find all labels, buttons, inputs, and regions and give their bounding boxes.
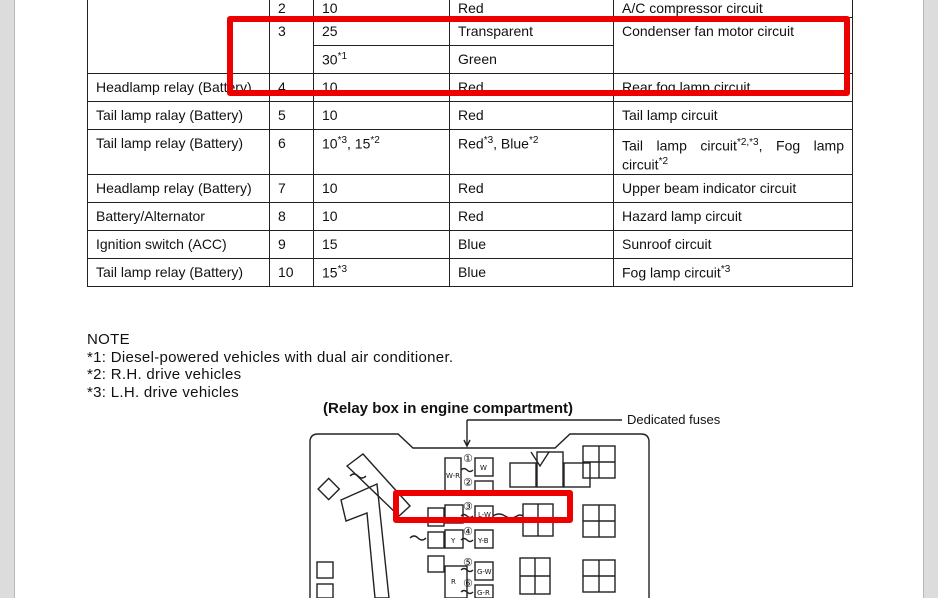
dedicated-fuses-label: Dedicated fuses xyxy=(627,412,721,427)
table-row xyxy=(88,0,853,18)
wire-color-label: R xyxy=(451,578,456,586)
table-row xyxy=(88,231,853,259)
color-cell: Red$^{*3}$, Blue$^{*2}$ xyxy=(450,130,614,175)
amperage-cell: 10 xyxy=(314,102,450,130)
table-row xyxy=(88,259,853,287)
fuse-number-label: ⑤ xyxy=(463,556,473,569)
circuit-cell: Rear fog lamp circuit xyxy=(614,74,853,102)
source-cell: Ignition switch (ACC) xyxy=(88,231,270,259)
wire-color-label: L-W xyxy=(478,511,491,519)
fuse-number-cell: 4 xyxy=(270,74,314,102)
amperage-cell: 10 xyxy=(314,0,450,18)
relay-box-diagram xyxy=(15,398,923,598)
amperage-cell: 15$^{*3}$ xyxy=(314,259,450,287)
wire-color-label: Y xyxy=(451,537,456,545)
fuse-number-label: ⑥ xyxy=(463,577,473,590)
circuit-cell: Hazard lamp circuit xyxy=(614,203,853,231)
circuit-cell: Tail lamp circuit xyxy=(614,102,853,130)
circuit-cell: A/C compressor circuit xyxy=(614,0,853,18)
fuse-number-cell: 9 xyxy=(270,231,314,259)
table-row xyxy=(88,203,853,231)
amperage-cell: 15 xyxy=(314,231,450,259)
source-cell: Tail lamp relay (Battery) xyxy=(88,130,270,175)
circuit-cell: Sunroof circuit xyxy=(614,231,853,259)
note-item: *3: L.H. drive vehicles xyxy=(87,383,239,401)
source-cell: Battery/Alternator xyxy=(88,203,270,231)
amperage-cell: 10$^{*3}$, 15$^{*2}$ xyxy=(314,130,450,175)
amperage-cell: 10 xyxy=(314,203,450,231)
fuse-number-cell: 8 xyxy=(270,203,314,231)
color-cell: Blue xyxy=(450,259,614,287)
source-cell: Tail lamp ralay (Battery) xyxy=(88,102,270,130)
wire-color-label: G-W xyxy=(477,568,492,576)
amperage-cell: 30$^{*1}$ xyxy=(314,46,450,74)
amperage-cell: 10 xyxy=(314,74,450,102)
note-item: *2: R.H. drive vehicles xyxy=(87,366,242,383)
wire-color-label: W-R xyxy=(446,472,461,480)
circuit-cell: Condenser fan motor circuit xyxy=(614,18,853,74)
amperage-cell: 10 xyxy=(314,175,450,203)
table-row xyxy=(88,130,853,175)
fuse-number-label: ② xyxy=(463,476,473,489)
color-cell: Transparent xyxy=(450,18,614,46)
color-cell: Red xyxy=(450,102,614,130)
fuse-number-cell: 7 xyxy=(270,175,314,203)
notes-heading: NOTE xyxy=(87,331,130,348)
circuit-cell: Fog lamp circuit$^{*3}$ xyxy=(614,259,853,287)
wire-color-label: W xyxy=(480,464,487,472)
table-row xyxy=(88,175,853,203)
color-cell: Green xyxy=(450,46,614,74)
fuse-number-cell: 2 xyxy=(270,0,314,18)
fuse-number-cell: 5 xyxy=(270,102,314,130)
fuse-number-label: ③ xyxy=(463,500,473,513)
circuit-cell: Upper beam indicator circuit xyxy=(614,175,853,203)
source-cell: Headlamp relay (Battery) xyxy=(88,175,270,203)
color-cell: Red xyxy=(450,175,614,203)
amperage-cell: 25 xyxy=(314,18,450,46)
fuse-number-cell: 6 xyxy=(270,130,314,175)
fuse-number-cell: 10 xyxy=(270,259,314,287)
notes-block xyxy=(87,331,453,401)
source-cell: Tail lamp relay (Battery) xyxy=(88,259,270,287)
source-cell: Headlamp relay (Battery) xyxy=(88,74,270,102)
document-page xyxy=(15,0,923,598)
color-cell: Blue xyxy=(450,231,614,259)
fuse-number-label: ① xyxy=(463,452,473,465)
circuit-cell: Tail lamp circuit$^{*2,*3}$, Fog lamp circuit$^{*2}$ xyxy=(614,130,853,175)
diagram-title: (Relay box in engine compartment) xyxy=(323,400,574,417)
left-scroll-gutter xyxy=(0,0,15,598)
color-cell: Red xyxy=(450,74,614,102)
wire-color-label: G-R xyxy=(477,589,490,597)
diagram-highlight-box xyxy=(393,490,573,523)
right-scroll-gutter xyxy=(923,0,938,598)
note-item: *1: Diesel-powered vehicles with dual air conditioner. xyxy=(87,348,454,366)
wire-color-label: Y-B xyxy=(478,537,489,545)
fuse-number-label: ④ xyxy=(463,525,473,538)
color-cell: Red xyxy=(450,203,614,231)
color-cell: Red xyxy=(450,0,614,18)
table-row xyxy=(88,102,853,130)
table-highlight-box xyxy=(227,16,850,96)
fuse-number-cell: 3 xyxy=(270,18,314,74)
